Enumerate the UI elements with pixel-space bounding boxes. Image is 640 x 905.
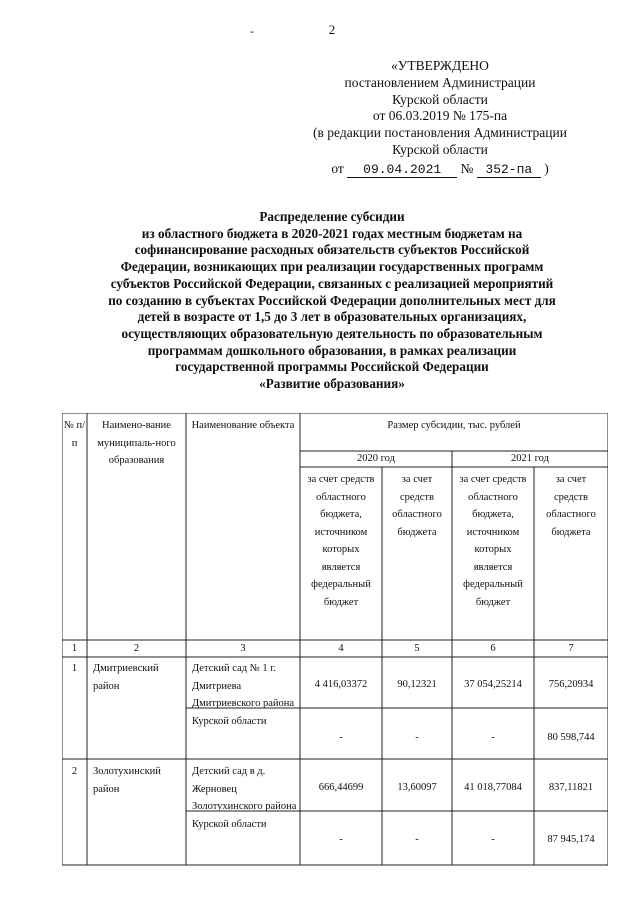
row-1-value-2020-reg: 90,12321 <box>397 679 437 690</box>
column-number: 3 <box>240 643 246 654</box>
approval-date-line <box>290 161 590 178</box>
closing-paren: ) <box>544 160 549 176</box>
row-2-value-2021-reg: 837,11821 <box>548 782 594 793</box>
header-year-2020: 2020 год <box>357 453 395 464</box>
row-2-subvalue-2020-fed: - <box>339 834 343 845</box>
row-2-value-2021-fed: 41 018,77084 <box>464 782 522 793</box>
page-number: 2 <box>328 22 336 37</box>
row-1-municipality: Дмитриевский район <box>93 663 159 692</box>
heading-line: программам дошкольного образования, в рамках реализации <box>147 342 517 358</box>
header-municipality: Наимено-вание муниципаль-ного образования <box>97 420 176 466</box>
heading-line: «Развитие образования» <box>259 376 405 392</box>
column-number: 4 <box>338 643 344 654</box>
amendment-date: 09.04.2021 <box>347 163 457 178</box>
number-label: № <box>460 160 474 176</box>
approval-line: (в редакции постановления Администрации <box>313 125 567 141</box>
row-2-value-2020-fed: 666,44699 <box>318 782 364 793</box>
heading-line: из областного бюджета в 2020-2021 годах местным бюджетам на <box>141 225 523 241</box>
heading-line: софинансирование расходных обязательств субъектов Российской <box>134 242 530 258</box>
row-2-object: Детский сад в д. Жерновец Золотухинского района Курской области <box>192 766 297 830</box>
approval-line: постановлением Администрации <box>344 74 536 90</box>
approval-stamp-block <box>290 58 590 178</box>
ot-label: от <box>331 160 344 176</box>
heading-line: детей в возрасте от 1,5 до 3 лет в образовательных организациях, <box>137 309 527 325</box>
document-heading <box>80 209 584 393</box>
column-number: 5 <box>414 643 420 654</box>
row-2-num: 2 <box>71 766 78 777</box>
approval-line: «УТВЕРЖДЕНО <box>391 58 489 73</box>
header-fed-source-2021: за счет средств областного бюджета, источником которых является федеральный бюджет <box>459 474 527 608</box>
header-regional-2020: за счет средств областного бюджета <box>392 474 442 538</box>
row-2-value-2020-reg: 13,60097 <box>397 782 437 793</box>
approval-line: Курской области <box>392 91 488 107</box>
row-2-municipality: Золотухинский район <box>93 766 161 795</box>
stray-mark: - <box>250 24 254 38</box>
header-regional-2021: за счет средств областного бюджета <box>546 474 596 538</box>
header-subsidy: Размер субсидии, тыс. рублей <box>387 420 521 431</box>
row-1-subvalue-2021-fed: - <box>491 732 495 743</box>
approval-line: Курской области <box>392 141 488 157</box>
header-object: Наименование объекта <box>191 420 295 431</box>
heading-line: осуществляющих образовательную деятельность по образовательным <box>121 325 543 341</box>
row-1-subvalue-2020-reg: - <box>415 732 419 743</box>
heading-line: субъектов Российской Федерации, связанных с реализацией мероприятий <box>110 275 554 291</box>
heading-line: по созданию в субъектах Российской Федерации дополнительных мест для <box>108 292 556 308</box>
heading-line: Федерации, возникающих при реализации государственных программ <box>120 259 544 275</box>
row-1-value-2020-fed: 4 416,03372 <box>314 679 368 690</box>
column-number: 6 <box>490 643 496 654</box>
column-number: 1 <box>71 643 78 654</box>
row-1-value-2021-reg: 756,20934 <box>548 679 594 690</box>
row-1-subvalue-2021-reg: 80 598,744 <box>547 732 595 743</box>
row-2-subvalue-2021-reg: 87 945,174 <box>547 834 595 845</box>
row-1-object: Детский сад № 1 г. Дмитриева Дмитриевского района Курской области <box>192 663 295 727</box>
row-2-subvalue-2020-reg: - <box>415 834 419 845</box>
column-number: 7 <box>568 643 574 654</box>
header-num: № п/п <box>63 420 86 449</box>
row-1-num: 1 <box>71 663 78 674</box>
amendment-number: 352-па <box>477 163 541 178</box>
row-2-subvalue-2021-fed: - <box>491 834 495 845</box>
column-number: 2 <box>133 643 140 654</box>
heading-line: государственной программы Российской Федерации <box>175 359 489 375</box>
header-fed-source-2020: за счет средств областного бюджета, источником которых является федеральный бюджет <box>307 474 375 608</box>
approval-line: от 06.03.2019 № 175-па <box>372 108 508 124</box>
row-1-subvalue-2020-fed: - <box>339 732 343 743</box>
header-year-2021: 2021 год <box>511 453 549 464</box>
row-1-value-2021-fed: 37 054,25214 <box>464 679 522 690</box>
heading-line: Распределение субсидии <box>259 209 405 224</box>
